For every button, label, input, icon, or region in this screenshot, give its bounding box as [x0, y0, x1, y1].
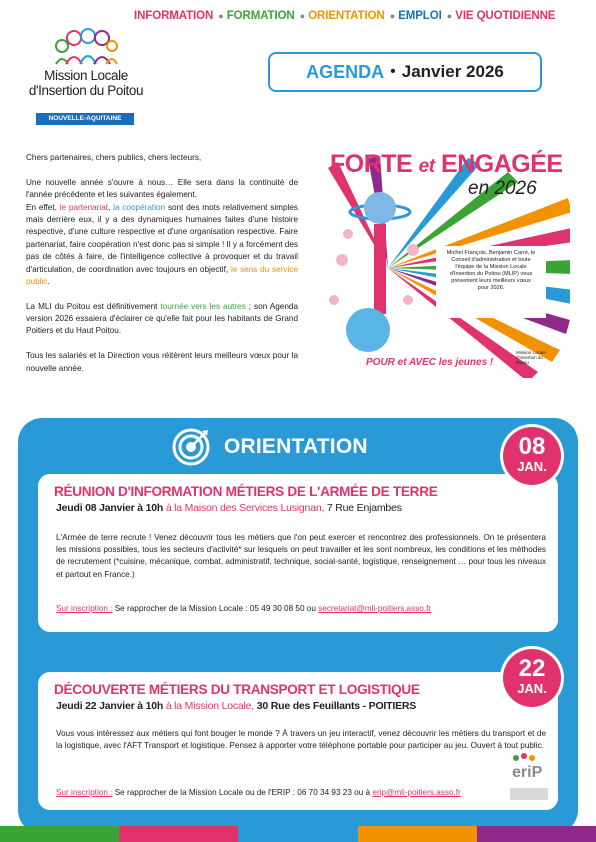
event-when-where — [56, 700, 416, 712]
event-address: 30 Rue des Feuillants - POITIERS — [256, 700, 417, 712]
event-registration — [56, 788, 461, 797]
erip-logo — [506, 752, 552, 802]
event-title: DÉCOUVERTE MÉTIERS DU TRANSPORT ET LOGISTIQUE — [54, 682, 420, 697]
highlight-tournee-vers-les-autres: tournée vers les autres — [160, 301, 246, 311]
event-month: JAN. — [517, 681, 547, 696]
intro-p2: Une nouvelle année s'ouvre à nous… Elle sera dans la continuité de l'année précédente et les suivantes également. — [26, 177, 298, 200]
mission-locale-logo — [26, 28, 146, 128]
nav-item-emploi: EMPLOI — [398, 10, 442, 22]
registration-text: Se rapprocher de la Mission Locale ou de l'ERIP : 06 70 34 93 23 ou à — [112, 788, 373, 797]
intro-greeting: Chers partenaires, chers publics, chers lecteurs, — [26, 153, 202, 162]
target-icon — [172, 428, 210, 466]
erip-logo-text: eriP — [512, 764, 543, 781]
nav-item-information: INFORMATION — [134, 10, 214, 22]
agenda-label: AGENDA — [306, 61, 385, 82]
event-date-badge — [500, 424, 564, 488]
highlight-sens-service-public: le sens du service public — [26, 264, 298, 286]
agenda-date: Janvier 2026 — [401, 62, 504, 81]
intro-p3c: sont des mots relativement simples mais derrière eux, il y a des dynamiques humaines faites d'une histoire respective, d'une culture respective et d'une organisation respective. Faire partenariat, faire coopération n'est donc pas si simple ! Il y a forcément des pas de côtés à faire, de l'intelligence collective à provoquer et du travail d'articulation, de coordination avec toujours en objectif, — [26, 202, 298, 274]
poster-message: Michel François, Benjamin Carré, le Conseil d'administration et toute l'équipe de la Mission Locale d'Insertion du Poitou (MLIP) vous présentent leurs meilleurs vœux pour 2026. — [446, 250, 536, 291]
event-day: 08 — [518, 433, 546, 460]
top-nav — [134, 10, 555, 22]
event-registration — [56, 604, 431, 613]
event-when: Jeudi 22 Janvier à 10h — [56, 700, 164, 712]
nav-item-orientation: ORIENTATION — [308, 10, 385, 22]
intro-letter — [26, 152, 298, 387]
poster-title-et: et — [418, 156, 435, 177]
registration-email-link[interactable]: erip@mli-poitiers.asso.fr — [372, 788, 461, 797]
poster-title-engagee: ENGAGÉE — [434, 150, 563, 178]
poster-title-forte: FORTE — [330, 150, 419, 178]
intro-p4a: La MLI du Poitou est définitivement — [26, 301, 161, 311]
strip-pink — [119, 826, 238, 842]
nav-separator: ● — [389, 11, 396, 21]
intro-closing: Tous les salariés et la Direction vous réitèrent leurs meilleurs vœux pour la nouvelle année. — [26, 351, 298, 373]
event-when-where — [56, 502, 402, 514]
people-circles-icon — [54, 28, 118, 68]
logo-title — [26, 68, 146, 98]
event-title: RÉUNION D'INFORMATION MÉTIERS DE L'ARMÉE DE TERRE — [54, 484, 438, 499]
intro-p3b: , — [108, 202, 114, 212]
orientation-title: ORIENTATION — [224, 435, 368, 458]
highlight-cooperation: la coopération — [113, 202, 166, 212]
logo-title-line1: Mission Locale — [44, 68, 128, 83]
poster-title — [330, 150, 563, 179]
agenda-header — [268, 52, 542, 92]
intro-paragraph — [26, 301, 298, 338]
strip-orange — [358, 826, 477, 842]
registration-email-link[interactable]: secretariat@mli-poitiers.asso.fr — [318, 604, 432, 613]
intro-p3d: . — [47, 276, 50, 286]
poster-logo: Mission Locale d'Insertion du Poitou — [516, 350, 546, 365]
event-card — [38, 474, 558, 632]
registration-text: Se rapprocher de la Mission Locale : 05 49 30 08 50 ou — [112, 604, 319, 613]
event-card — [38, 672, 558, 810]
agenda-separator: • — [390, 63, 396, 80]
strip-green — [0, 826, 119, 842]
event-location: à la Maison des Services Lusignan, — [165, 502, 325, 514]
event-address: 7 Rue Enjambes — [326, 502, 402, 514]
nav-item-vie-quotidienne: VIE QUOTIDIENNE — [455, 10, 556, 22]
highlight-partenariat: le partenariat — [59, 202, 109, 212]
bottom-color-strip — [0, 826, 596, 842]
event-location: à la Mission Locale, — [165, 700, 255, 712]
event-description: Vous vous intéressez aux métiers qui font bouger le monde ? À travers un jeu interactif, venez découvrir les métiers du transport et de la logistique, avec l'AFT Transport et logistique. Pensez à apporter votre téléphone portable pour participer au jeu. Ouvert à tout public. — [56, 729, 546, 751]
event-when: Jeudi 08 Janvier à 10h — [56, 502, 164, 514]
nav-separator: ● — [446, 11, 453, 21]
nav-separator: ● — [299, 11, 306, 21]
orientation-header — [172, 428, 368, 466]
event-month: JAN. — [517, 459, 547, 474]
event-day: 22 — [518, 655, 546, 682]
intro-paragraph — [26, 177, 298, 289]
event-date-badge — [500, 646, 564, 710]
strip-blue — [238, 826, 357, 842]
intro-p3a: En effet, — [26, 202, 60, 212]
poster-slogan: POUR et AVEC les jeunes ! — [366, 357, 494, 368]
registration-label: Sur inscription : — [56, 604, 113, 613]
event-description: L'Armée de terre recrute ! Venez découvrir tous les métiers que l'on peut exercer et rencontrez des professionnels. On te présentera les missions possibles, tous les secteurs d'activité* sur lesquels on peut travailler et les sont nombreux, les conditions et les méthodes de recrutement (*cuisine, mécanique, combat, administratif, technique, social-santé, logistique, renseignement … pour tous les niveaux et partout en France.) — [56, 533, 546, 579]
greeting-poster — [318, 150, 570, 378]
registration-label: Sur inscription : — [56, 788, 113, 797]
intro-p4b: ; son Agenda version 2026 essaiera d'éclairer ce qu'elle fait pour les habitants de Grand Poitiers et du Haut Poitou. — [26, 301, 299, 336]
poster-year: en 2026 — [468, 178, 537, 199]
nav-separator: ● — [218, 11, 224, 21]
nav-item-formation: FORMATION — [226, 10, 295, 22]
logo-title-line2: d'Insertion du Poitou — [28, 83, 144, 98]
logo-region-badge: NOUVELLE-AQUITAINE — [36, 113, 134, 125]
strip-purple — [477, 826, 596, 842]
